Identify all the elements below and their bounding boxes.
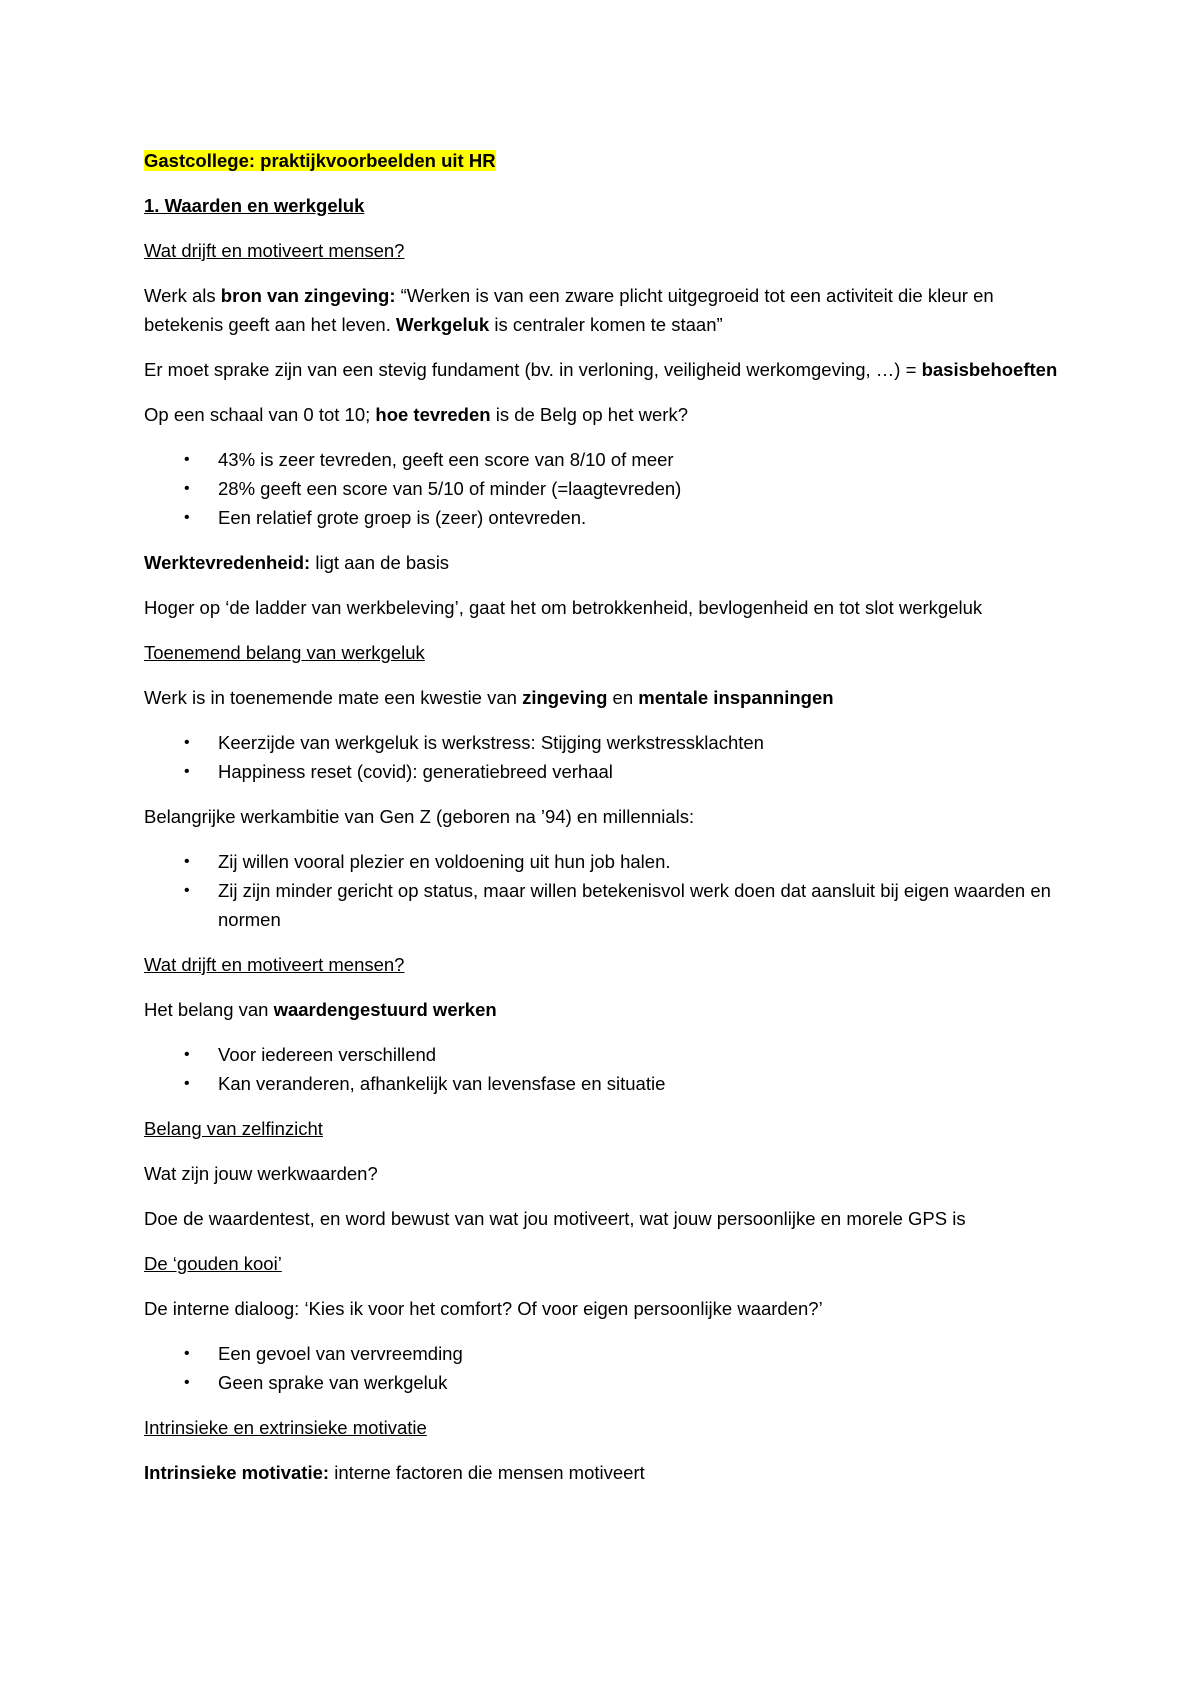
- bold-text-run: zingeving: [522, 687, 608, 708]
- bullet-list-tevredenheid: [144, 445, 1074, 532]
- paragraph-waardengestuurd: [144, 995, 1074, 1024]
- bullet-icon: •: [184, 853, 190, 870]
- text-run: is centraler komen te staan”: [489, 314, 723, 335]
- bullet-list-vervreemding: [144, 1339, 1074, 1397]
- bold-text-run: mentale inspanningen: [638, 687, 834, 708]
- list-item: [144, 1339, 1074, 1368]
- bullet-list-gen-z: [144, 847, 1074, 934]
- list-item-text: Een gevoel van vervreemding: [218, 1343, 463, 1364]
- bullet-icon: •: [184, 882, 190, 899]
- list-item-text: Geen sprake van werkgeluk: [218, 1372, 448, 1393]
- bullet-icon: •: [184, 480, 190, 497]
- list-item-text: 28% geeft een score van 5/10 of minder (=laagtevreden): [218, 478, 682, 499]
- subheading-toenemend-belang: Toenemend belang van werkgeluk: [144, 642, 425, 663]
- bold-text-run: Intrinsieke motivatie:: [144, 1462, 330, 1483]
- paragraph-ladder: Hoger op ‘de ladder van werkbeleving’, gaat het om betrokkenheid, bevlogenheid en tot slot werkgeluk: [144, 597, 983, 618]
- text-run: Werk is in toenemende mate een kwestie van: [144, 687, 523, 708]
- list-item-text: Zij zijn minder gericht op status, maar willen betekenisvol werk doen dat aansluit bij eigen waarden en normen: [218, 880, 1051, 930]
- list-item: [144, 474, 1074, 503]
- paragraph-schaal: [144, 400, 1074, 429]
- bullet-icon: •: [184, 451, 190, 468]
- bullet-list-waarden: [144, 1040, 1074, 1098]
- list-item-text: Kan veranderen, afhankelijk van levensfase en situatie: [218, 1073, 666, 1094]
- list-item: [144, 1368, 1074, 1397]
- list-item-text: Voor iedereen verschillend: [218, 1044, 437, 1065]
- subheading-gouden-kooi: De ‘gouden kooi’: [144, 1253, 282, 1274]
- text-run: Er moet sprake zijn van een stevig fundament (bv. in verloning, veiligheid werkomgeving, …) =: [144, 359, 922, 380]
- section-heading-1: 1. Waarden en werkgeluk: [144, 195, 365, 216]
- list-item-text: Zij willen vooral plezier en voldoening uit hun job halen.: [218, 851, 671, 872]
- paragraph-werkwaarden: Wat zijn jouw werkwaarden?: [144, 1163, 378, 1184]
- subheading-zelfinzicht: Belang van zelfinzicht: [144, 1118, 323, 1139]
- list-item: [144, 847, 1074, 876]
- text-run: Werk als: [144, 285, 221, 306]
- list-item-text: Keerzijde van werkgeluk is werkstress: Stijging werkstressklachten: [218, 732, 764, 753]
- text-run: ligt aan de basis: [310, 552, 450, 573]
- bullet-icon: •: [184, 509, 190, 526]
- list-item-text: Een relatief grote groep is (zeer) ontevreden.: [218, 507, 587, 528]
- text-run: interne factoren die mensen motiveert: [329, 1462, 645, 1483]
- bold-text-run: basisbehoeften: [921, 359, 1058, 380]
- list-item: [144, 445, 1074, 474]
- bullet-icon: •: [184, 1374, 190, 1391]
- document-title: Gastcollege: praktijkvoorbeelden uit HR: [144, 150, 496, 171]
- paragraph-kwestie: [144, 683, 1074, 712]
- paragraph-fundament: [144, 355, 1074, 384]
- bold-text-run: Werkgeluk: [396, 314, 490, 335]
- document-title-line: [144, 146, 1074, 175]
- list-item: [144, 1069, 1074, 1098]
- subheading-motivation-2: Wat drijft en motiveert mensen?: [144, 954, 405, 975]
- text-run: en: [607, 687, 639, 708]
- subheading-motivation: Wat drijft en motiveert mensen?: [144, 240, 405, 261]
- bullet-icon: •: [184, 1345, 190, 1362]
- bold-text-run: bron van zingeving:: [220, 285, 396, 306]
- text-run: “Werken is van een zware plicht uitgegroeid tot een activiteit die kleur en betekenis geeft aan het leven.: [144, 285, 994, 335]
- bullet-icon: •: [184, 763, 190, 780]
- text-run: is de Belg op het werk?: [490, 404, 689, 425]
- bullet-icon: •: [184, 1075, 190, 1092]
- list-item: [144, 503, 1074, 532]
- list-item: [144, 757, 1074, 786]
- list-item: [144, 728, 1074, 757]
- bold-text-run: waardengestuurd werken: [273, 999, 497, 1020]
- list-item: [144, 1040, 1074, 1069]
- bold-text-run: Werktevredenheid:: [144, 552, 311, 573]
- list-item-text: 43% is zeer tevreden, geeft een score van 8/10 of meer: [218, 449, 674, 470]
- bullet-icon: •: [184, 734, 190, 751]
- text-run: Op een schaal van 0 tot 10;: [144, 404, 376, 425]
- list-item: [144, 876, 1074, 934]
- text-run: Het belang van: [144, 999, 274, 1020]
- subheading-motivatie: Intrinsieke en extrinsieke motivatie: [144, 1417, 427, 1438]
- paragraph-intrinsieke-motivatie: [144, 1458, 1074, 1487]
- bullet-list-werkstress: [144, 728, 1074, 786]
- paragraph-interne-dialoog: De interne dialoog: ‘Kies ik voor het comfort? Of voor eigen persoonlijke waarden?’: [144, 1298, 823, 1319]
- paragraph-werktevredenheid: [144, 548, 1074, 577]
- paragraph-waardentest: Doe de waardentest, en word bewust van wat jou motiveert, wat jouw persoonlijke en morele GPS is: [144, 1208, 966, 1229]
- paragraph-gen-z: Belangrijke werkambitie van Gen Z (geboren na ’94) en millennials:: [144, 806, 695, 827]
- bold-text-run: hoe tevreden: [375, 404, 491, 425]
- paragraph-zingeving: [144, 281, 1074, 339]
- list-item-text: Happiness reset (covid): generatiebreed verhaal: [218, 761, 613, 782]
- document-page: [144, 146, 1074, 1503]
- bullet-icon: •: [184, 1046, 190, 1063]
